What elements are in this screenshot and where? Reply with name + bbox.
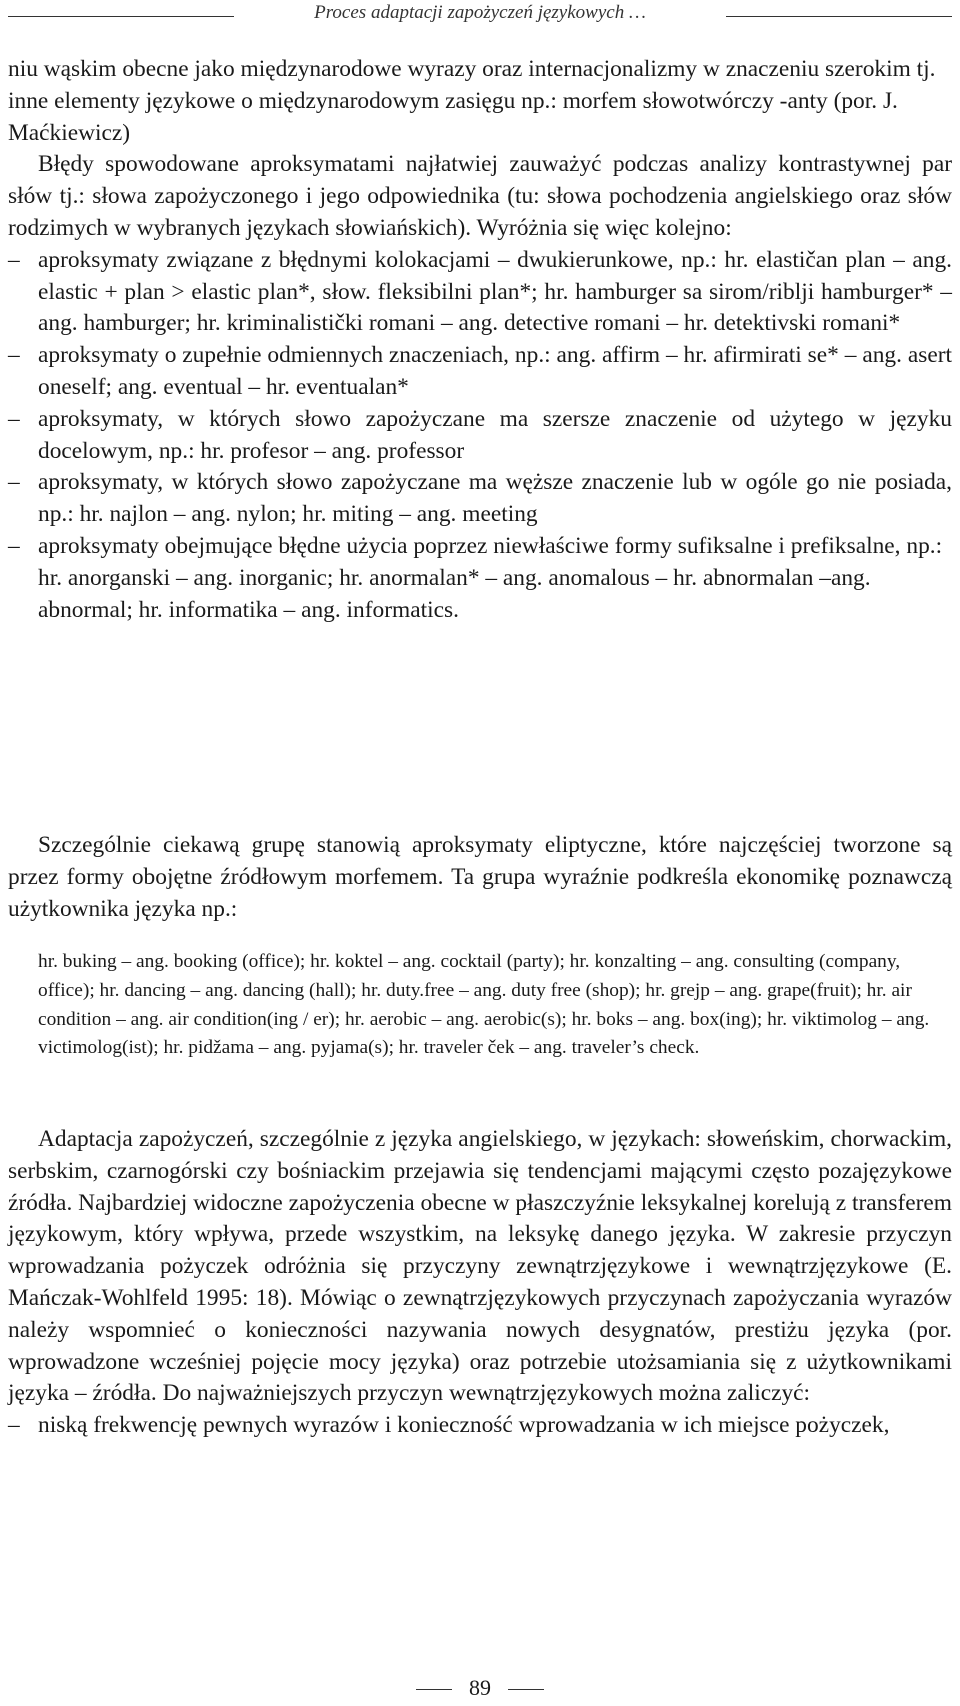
footer-rule-left	[416, 1689, 452, 1690]
running-header	[0, 0, 960, 34]
header-rule-left	[8, 16, 234, 17]
list-item-approx-2: – aproksymaty o zupełnie odmiennych znaczeniach, np.: ang. affirm – hr. afirmirati se* – ang. asert oneself; ang. eventual – hr. eventualan*	[8, 340, 952, 404]
list-item-approx-1: – aproksymaty związane z błędnymi kolokacjami – dwukierunkowe, np.: hr. elastičan plan – ang. elastic + plan > elastic plan*, słow. fleksibilni plan*; hr. hamburger sa sirom/riblji hamburger* – ang. hamburger; hr. kriminalistički romani – ang. detective romani – hr. detektivski romani*	[8, 245, 952, 340]
list-item-reason-1: – niską frekwencję pewnych wyrazów i konieczność wprowadzania w ich miejsce pożyczek,	[8, 1410, 952, 1442]
paragraph-3: Szczególnie ciekawą grupę stanowią aproksymaty eliptyczne, które najczęściej tworzone są przez formy obojętne źródłowym morfemem. Ta grupa wyraźnie podkreśla ekonomikę poznawczą użytkownika języka np.:	[8, 832, 952, 922]
running-title: Proces adaptacji zapożyczeń językowych …	[314, 2, 646, 23]
block-adaptation	[8, 1124, 952, 1442]
block-intro	[8, 54, 952, 626]
examples-block	[8, 948, 952, 1063]
list-item-approx-4: – aproksymaty, w których słowo zapożyczane ma węższe znaczenie lub w ogóle go nie posiada, np.: hr. najlon – ang. nylon; hr. miting – ang. meeting	[8, 467, 952, 531]
page-footer	[0, 1672, 960, 1702]
page-number: 89	[469, 1675, 491, 1700]
examples-text: hr. buking – ang. booking (office); hr. koktel – ang. cocktail (party); hr. konzalting – ang. consulting (company, office); hr. dancing – ang. dancing (hall); hr. duty.free – ang. duty free (shop); hr. grejp – ang. grape(fruit); hr. air condition – ang. air condition(ing / er); hr. aerobic – ang. aerobic(s); hr. boks – ang. box(ing); hr. viktimolog – ang. victimolog(ist); hr. pidžama – ang. pyjama(s); hr. traveler ček – ang. traveler’s check.	[38, 951, 930, 1059]
paragraph-2: Błędy spowodowane aproksymatami najłatwiej zauważyć podczas analizy kontrastywnej par słów tj.: słowa zapożyczonego i jego odpowiednika (tu: słowa pochodzenia angielskiego oraz słów rodzimych w wybranych językach słowiańskich). Wyróżnia się więc kolejno:	[8, 151, 952, 241]
footer-rule-right	[508, 1689, 544, 1690]
list-item-approx-5: – aproksymaty obejmujące błędne użycia poprzez niewłaściwe formy sufiksalne i prefiksalne, np.: hr. anorganski – ang. inorganic; hr. anormalan* – ang. anomalous – hr. abnormalan –ang. abnormal; hr. informatika – ang. informatics.	[8, 531, 952, 626]
header-rule-right	[726, 16, 952, 17]
list-item-approx-3: – aproksymaty, w których słowo zapożyczane ma szersze znaczenie od użytego w języku docelowym, np.: hr. profesor – ang. professor	[8, 404, 952, 468]
paragraph-1: niu wąskim obecne jako międzynarodowe wyrazy oraz internacjonalizmy w znaczeniu szerokim tj. inne elementy językowe o międzynarodowym zasięgu np.: morfem słowotwórczy -anty (por. J. Maćkiewicz)	[8, 56, 936, 146]
paragraph-4: Adaptacja zapożyczeń, szczególnie z języka angielskiego, w językach: słoweńskim, chorwackim, serbskim, czarnogórski czy bośniackim przejawia się tendencjami mającymi często pozajęzykowe źródła. Najbardziej widoczne zapożyczenia obecne w płaszczyźnie leksykalnej korelują z transferem językowym, który wpływa, przede wszystkim, na leksykę danego języka. W zakresie przyczyn wprowadzania pożyczek odróżnia się przyczyny zewnątrzjęzykowe i wewnątrzjęzykowe (E. Mańczak-Wohlfeld 1995: 18). Mówiąc o zewnątrzjęzykowych przyczynach zapożyczania wyrazów należy wspomnieć o konieczności nazywania nowych desygnatów, prestiżu języka (por. wprowadzone wcześniej pojęcie mocy języka) oraz potrzebie utożsamiania się z użytkownikami języka – źródła. Do najważniejszych przyczyn wewnątrzjęzykowych można zaliczyć:	[8, 1126, 952, 1407]
block-elliptic	[8, 830, 952, 925]
